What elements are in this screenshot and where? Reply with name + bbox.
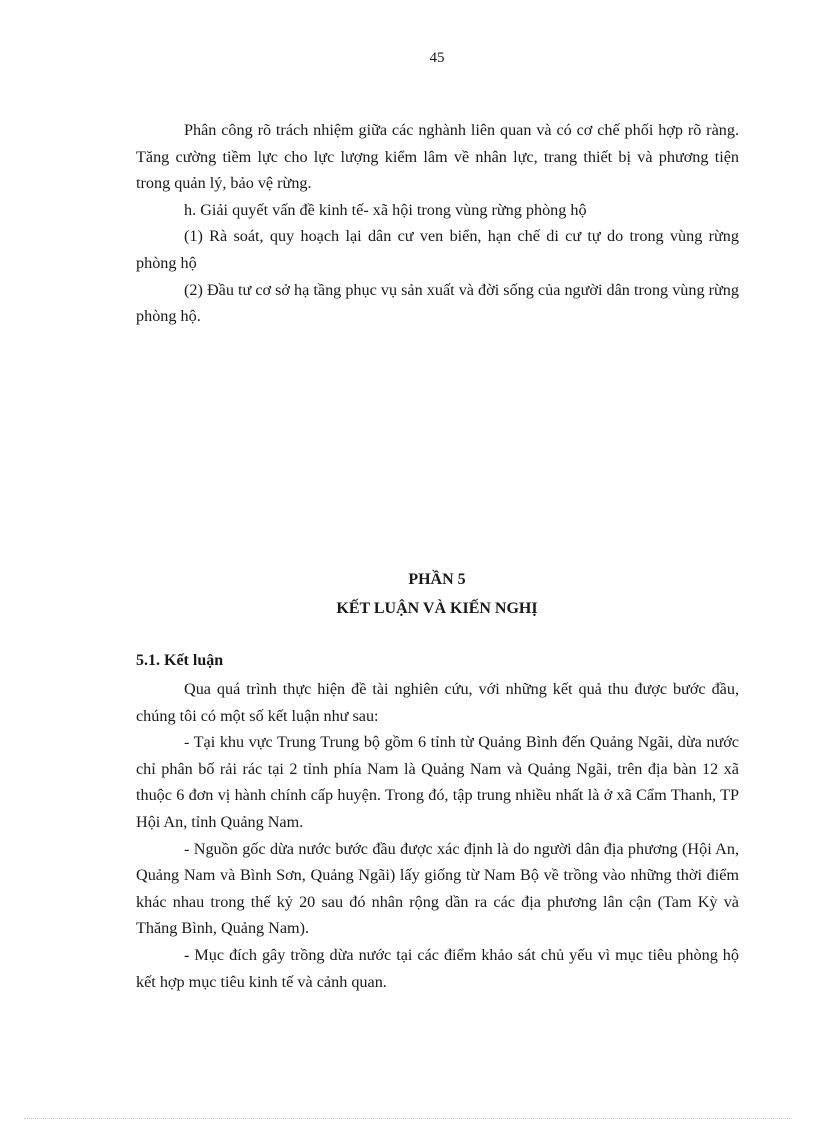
part-subtitle: KẾT LUẬN VÀ KIẾN NGHỊ xyxy=(336,600,538,617)
section-heading: 5.1. Kết luận xyxy=(136,652,224,669)
conclusion-point-purpose: - Mục đích gây trồng dừa nước tại các điểm khảo sát chủ yếu vì mục tiêu phòng hộ kết hợp mục tiêu kinh tế và cảnh quan. xyxy=(136,945,739,991)
conclusion-intro: Qua quá trình thực hiện đề tài nghiên cứu, với những kết quả thu được bước đầu, chúng tôi có một số kết luận như sau: xyxy=(136,680,739,725)
paragraph-socioeconomic-heading: h. Giải quyết vấn đề kinh tế- xã hội trong vùng rừng phòng hộ xyxy=(184,200,587,219)
part-title: PHẦN 5 xyxy=(408,571,466,588)
conclusion-point-distribution: - Tại khu vực Trung Trung bộ gồm 6 tỉnh từ Quảng Bình đến Quảng Ngãi, dừa nước chỉ phân bố rải rác tại 2 tỉnh phía Nam là Quảng Nam và Quảng Ngãi, trên địa bàn 12 xã thuộc 6 đơn vị hành chính cấp huyện. Trong đó, tập trung nhiều nhất là ở xã Cẩm Thanh, TP Hội An, tỉnh Quảng Nam. xyxy=(136,733,739,831)
conclusion-point-origin: - Nguồn gốc dừa nước bước đầu được xác định là do người dân địa phương (Hội An, Quảng Nam và Bình Sơn, Quảng Ngãi) lấy giống từ Nam Bộ về trồng vào những thời điểm khác nhau trong thế kỷ 20 sau đó nhân rộng dần ra các địa phương lân cận (Tam Kỳ và Thăng Bình, Quảng Nam). xyxy=(136,839,739,938)
page-number: 45 xyxy=(429,50,445,66)
conclusion-text xyxy=(136,676,739,995)
page-bottom-divider xyxy=(24,1118,792,1119)
paragraph-item-1: (1) Rà soát, quy hoạch lại dân cư ven biển, hạn chế di cư tự do trong vùng rừng phòng hộ xyxy=(136,227,739,272)
paragraph-responsibility: Phân công rõ trách nhiệm giữa các nghành liên quan và có cơ chế phối hợp rõ ràng. Tăng cường tiềm lực cho lực lượng kiểm lâm về nhân lực, trang thiết bị và phương tiện trong quản lý, bảo vệ rừng. xyxy=(136,121,739,193)
recommendations-text xyxy=(136,117,739,330)
paragraph-item-2: (2) Đầu tư cơ sở hạ tầng phục vụ sản xuất và đời sống của người dân trong vùng rừng phòng hộ. xyxy=(136,280,739,326)
